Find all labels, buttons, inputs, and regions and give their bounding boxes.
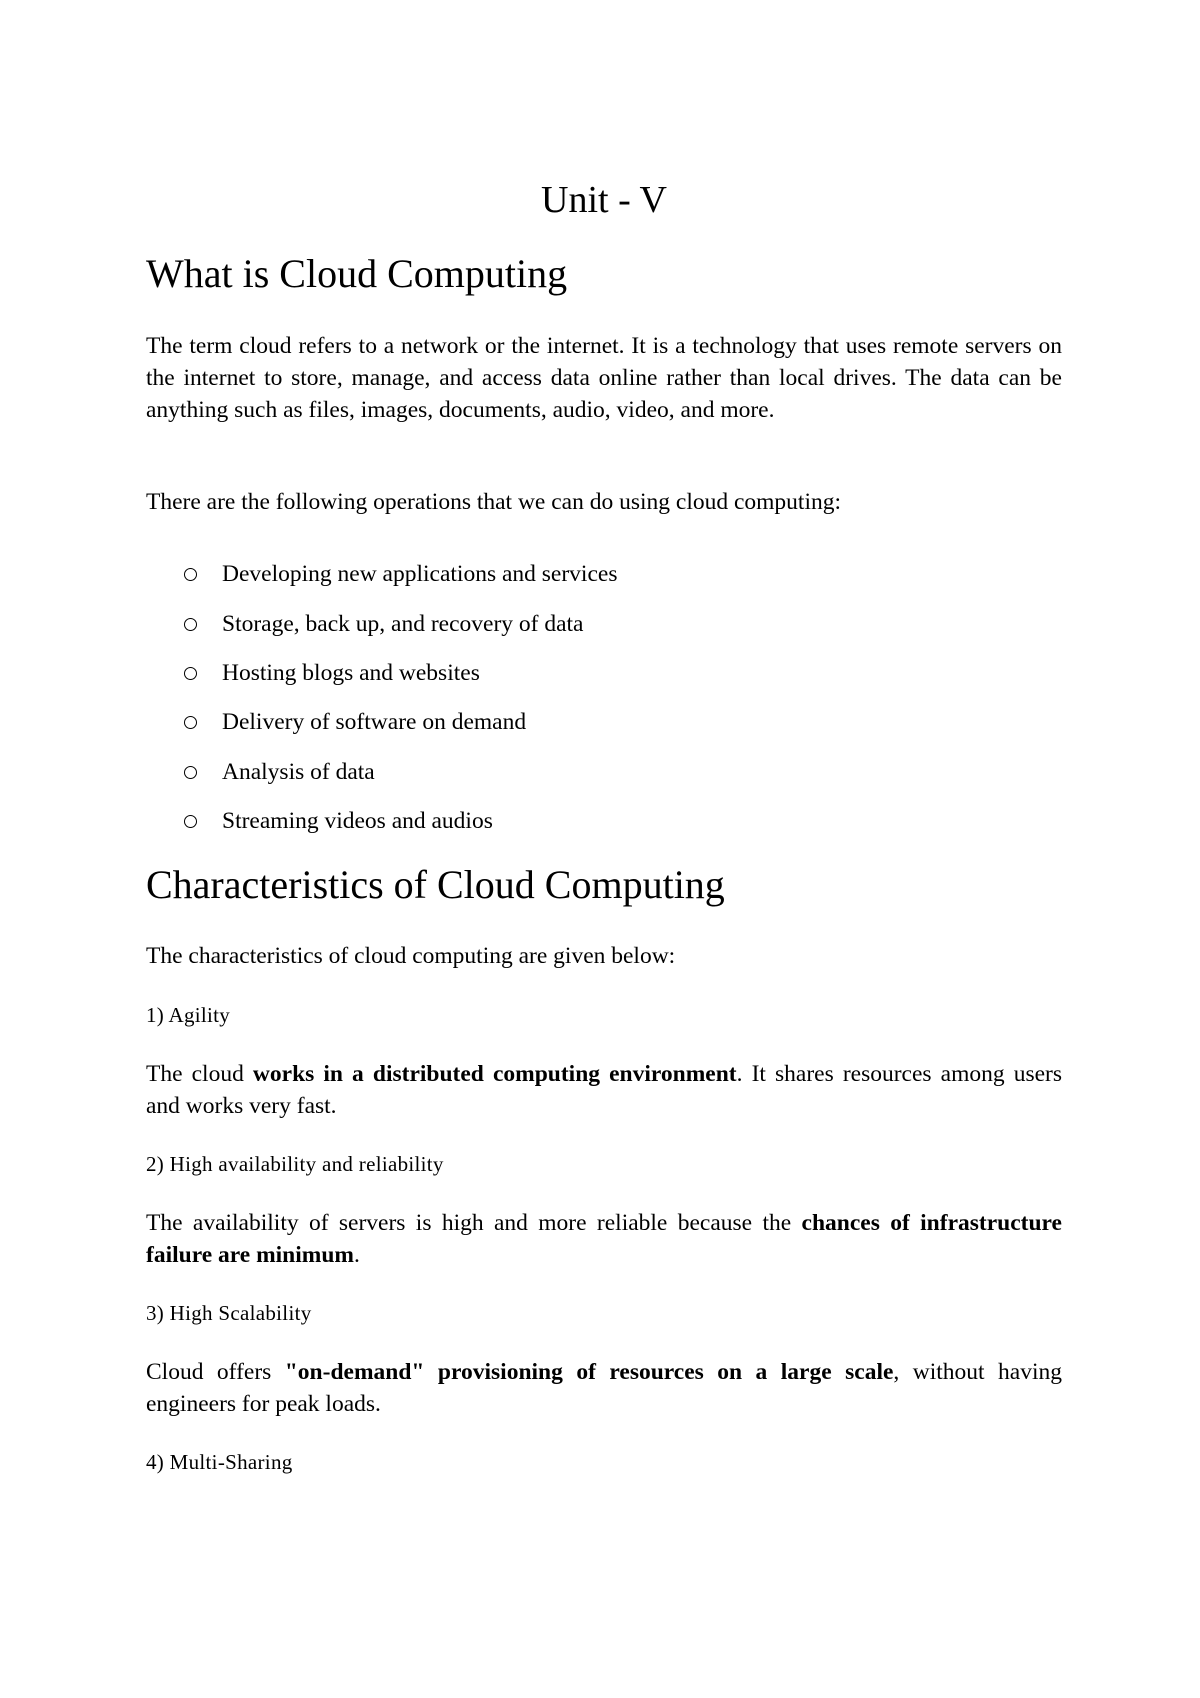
list-item (184, 649, 617, 698)
bold-segment: chances of infrastructure failure are minimum (146, 1210, 1062, 1268)
text-segment: , without having engineers for peak loads. (146, 1359, 1062, 1417)
text-segment: Cloud offers (146, 1359, 285, 1385)
list-item (184, 698, 617, 747)
list-item (184, 599, 617, 648)
bold-segment: "on-demand" provisioning of resources on a large scale (284, 1359, 894, 1385)
characteristics-intro: The characteristics of cloud computing are given below: (146, 943, 676, 969)
characteristic-text-availability (146, 1207, 1062, 1271)
text-segment: The availability of servers is high and more reliable because the (146, 1210, 802, 1236)
circle-bullet-icon (184, 667, 197, 680)
operations-list (184, 550, 617, 846)
list-item-text: Delivery of software on demand (222, 709, 527, 736)
list-item-text: Streaming videos and audios (222, 808, 493, 835)
text-segment: . It shares resources among users and works very fast. (146, 1061, 1062, 1119)
list-item-text: Hosting blogs and websites (222, 659, 480, 686)
intro-paragraph: The term cloud refers to a network or the internet. It is a technology that uses remote servers on the internet to store, manage, and access data online rather than local drives. The data can be anything such as files, images, documents, audio, video, and more. (146, 333, 1062, 423)
characteristic-title-availability: 2) High availability and reliability (146, 1152, 444, 1176)
text-segment: . (354, 1242, 360, 1268)
circle-bullet-icon (184, 568, 197, 581)
circle-bullet-icon (184, 766, 197, 779)
characteristic-title-multi-sharing: 4) Multi-Sharing (146, 1450, 293, 1474)
list-item (184, 550, 617, 599)
list-item-text: Analysis of data (222, 758, 375, 785)
circle-bullet-icon (184, 716, 197, 729)
circle-bullet-icon (184, 618, 197, 631)
circle-bullet-icon (184, 815, 197, 828)
bold-segment: works in a distributed computing environment (252, 1061, 737, 1087)
operations-intro: There are the following operations that we can do using cloud computing: (146, 489, 842, 515)
section-heading-characteristics: Characteristics of Cloud Computing (146, 862, 725, 907)
list-item (184, 797, 617, 846)
list-item-text: Storage, back up, and recovery of data (222, 610, 584, 637)
section-heading-what-is-cloud: What is Cloud Computing (146, 251, 568, 296)
list-item (184, 748, 617, 797)
text-segment: The cloud (146, 1061, 253, 1087)
characteristic-title-scalability: 3) High Scalability (146, 1301, 312, 1325)
list-item-text: Developing new applications and services (222, 561, 618, 588)
characteristic-text-agility (146, 1058, 1062, 1122)
characteristic-text-scalability (146, 1356, 1062, 1420)
characteristic-title-agility: 1) Agility (146, 1003, 231, 1027)
unit-title: Unit - V (541, 179, 667, 221)
